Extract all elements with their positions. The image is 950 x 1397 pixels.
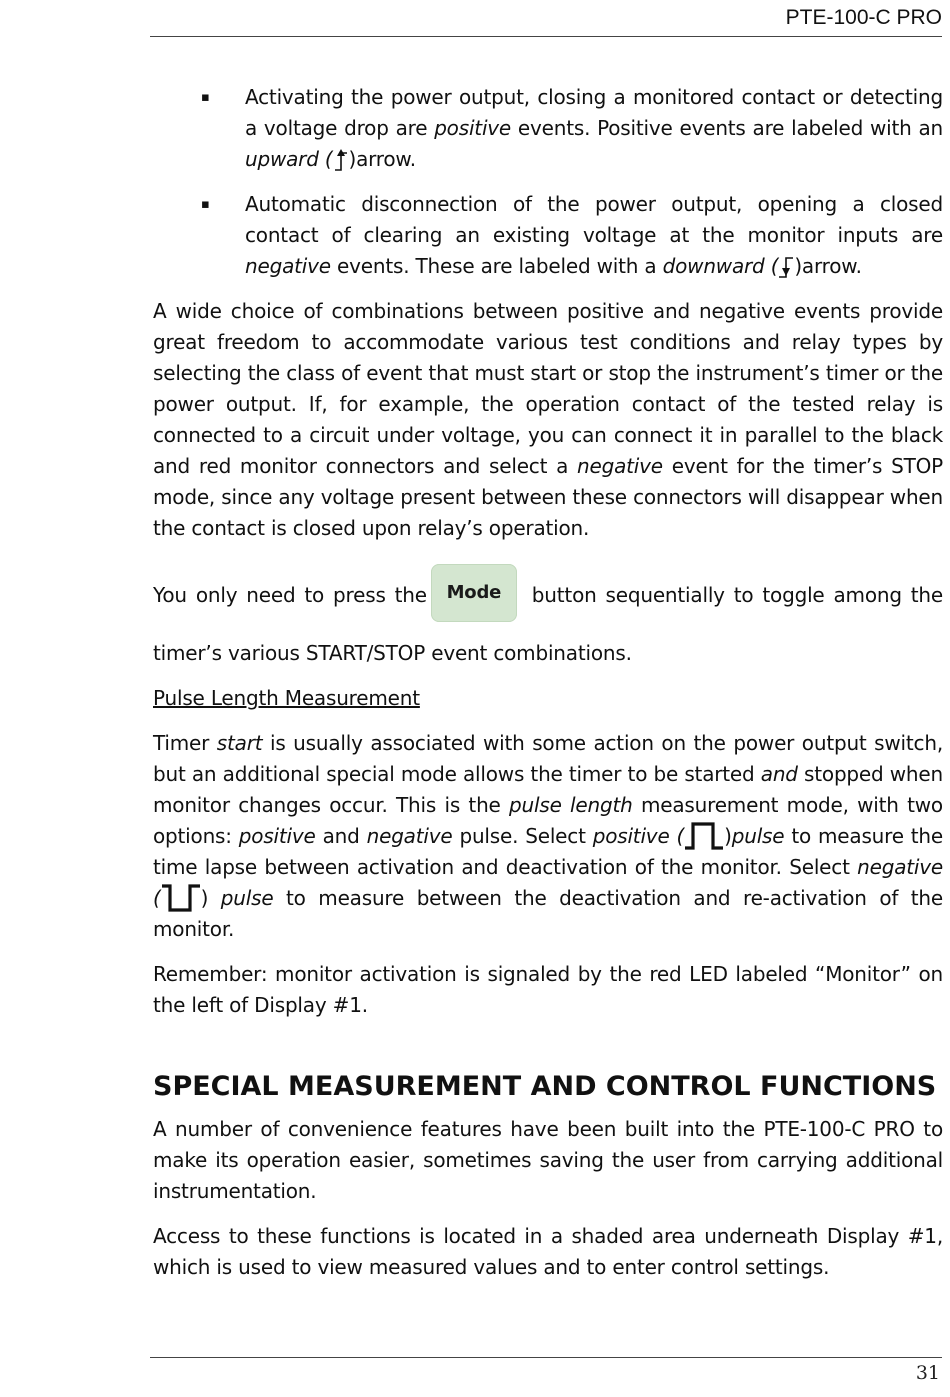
paragraph-text: A wide choice of combinations between positive and negative events provide great freedom to accommodate various test conditions and relay types by selecting the class of event that must start or stop the instrument’s timer or the power output. If, for example, the operation contact of the tested relay is connected to a circuit under voltage, you can connect it in parallel to the black and red monitor connectors and select a <box>153 299 943 478</box>
paragraph-text: ) <box>200 886 209 910</box>
bullet-text: Automatic disconnection of the power output, opening a closed contact of clearing an existing voltage at the monitor inputs are <box>245 192 943 247</box>
paragraph-text: and <box>315 824 367 848</box>
bullet-text: )arrow. <box>794 254 862 278</box>
header-rule <box>150 36 942 37</box>
event-combinations-paragraph <box>153 296 943 544</box>
paragraph-emphasis: start <box>216 731 263 755</box>
access-functions-paragraph: Access to these functions is located in a shaded area underneath Display #1, which is used to view measured values and to enter control settings. <box>153 1224 943 1279</box>
paragraph-text: ) <box>724 824 732 848</box>
page-content <box>153 82 943 1297</box>
paragraph-text: stopped when monitor changes occur. This is the <box>153 762 943 817</box>
footer-rule <box>150 1357 942 1358</box>
downward-arrow-icon <box>778 255 794 279</box>
bullet-positive-events <box>153 82 943 175</box>
bullet-emphasis: negative <box>245 254 331 278</box>
event-bullet-list <box>153 82 943 282</box>
bullet-text: )arrow. <box>348 147 416 171</box>
bullet-marker: ▪ <box>201 90 210 105</box>
paragraph-emphasis: positive <box>238 824 316 848</box>
paragraph-text: is usually associated with some action on the power output switch, but an additional special mode allows the timer to be started <box>153 731 943 786</box>
bullet-emphasis: upward ( <box>245 147 333 171</box>
paragraph-text: pulse. Select <box>452 824 593 848</box>
monitor-led-paragraph: Remember: monitor activation is signaled by the red LED labeled “Monitor” on the left of Display #1. <box>153 962 943 1017</box>
bullet-text: events. These are labeled with a <box>330 254 663 278</box>
paragraph-text: You only need to press the <box>153 583 427 607</box>
bullet-text: events. Positive events are labeled with an <box>511 116 943 140</box>
bullet-text: Activating the power output, closing a monitored contact or detecting a voltage drop are <box>245 85 943 140</box>
paragraph-emphasis: negative ( <box>153 855 943 910</box>
paragraph-text: to measure between the deactivation and re-activation of the monitor. <box>153 886 944 941</box>
positive-pulse-icon <box>684 821 724 851</box>
paragraph-emphasis: negative <box>577 454 663 478</box>
pulse-length-paragraph <box>153 728 943 945</box>
bullet-negative-events <box>153 189 943 282</box>
mode-button[interactable]: Mode <box>431 564 517 622</box>
paragraph-text: measurement mode, with two options: <box>153 793 943 848</box>
paragraph-emphasis: and <box>760 762 798 786</box>
paragraph-text: to measure the time lapse between activation and deactivation of the monitor. Select <box>153 824 944 879</box>
upward-arrow-icon <box>332 148 348 172</box>
header-title: PTE-100-C PRO <box>785 6 942 29</box>
paragraph-text: event for the timer’s STOP mode, since any voltage present between these connectors will disappear when the contact is closed upon relay’s operation. <box>153 454 944 540</box>
paragraph-emphasis: positive ( <box>592 824 685 848</box>
bullet-emphasis: downward ( <box>662 254 779 278</box>
bullet-emphasis: positive <box>434 116 512 140</box>
paragraph-emphasis: pulse length <box>509 793 633 817</box>
paragraph-emphasis: pulse <box>731 824 785 848</box>
paragraph-emphasis: pulse <box>208 886 274 910</box>
pulse-length-subheading: Pulse Length Measurement <box>153 686 420 710</box>
mode-paragraph <box>153 580 943 669</box>
paragraph-text: button sequentially to toggle among the timer’s various START/STOP event combinations. <box>153 583 943 665</box>
negative-pulse-icon <box>161 883 201 913</box>
convenience-features-paragraph: A number of convenience features have been built into the PTE-100-C PRO to make its operation easier, sometimes saving the user from carrying additional instrumentation. <box>153 1117 943 1203</box>
paragraph-emphasis: negative <box>366 824 453 848</box>
bullet-marker: ▪ <box>201 197 210 212</box>
page-number: 31 <box>915 1362 940 1384</box>
section-heading: SPECIAL MEASUREMENT AND CONTROL FUNCTIONS <box>153 1071 937 1102</box>
paragraph-text: Timer <box>153 731 217 755</box>
